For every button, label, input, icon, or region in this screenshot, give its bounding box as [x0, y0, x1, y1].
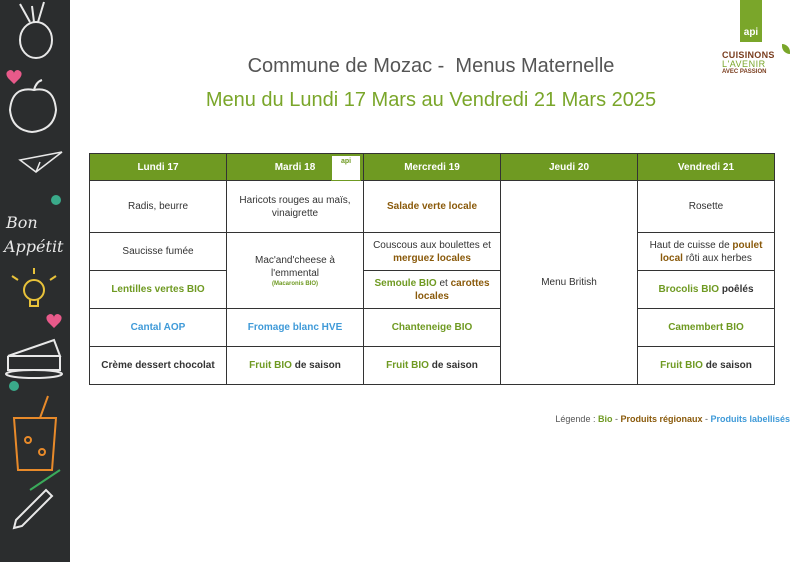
menu-cell: Lentilles vertes BIO — [90, 271, 227, 309]
menu-cell: Couscous aux boulettes et merguez locales — [364, 233, 501, 271]
cake-icon — [6, 340, 62, 378]
table-row — [90, 233, 775, 271]
table-row — [90, 309, 775, 347]
menu-cell: Fruit BIO de saison — [227, 347, 364, 385]
legend: Légende : Bio - Produits régionaux - Produits labellisés — [555, 414, 790, 424]
api-badge: api — [740, 0, 762, 42]
table-row — [90, 271, 775, 309]
menu-cell: Haut de cuisse de poulet local rôti aux herbes — [638, 233, 775, 271]
lightbulb-icon — [12, 268, 56, 306]
table-row — [90, 181, 775, 233]
paper-plane-icon — [20, 152, 62, 172]
day-header: Lundi 17 — [90, 154, 227, 181]
menu-cell: Fruit BIO de saison — [638, 347, 775, 385]
menu-cell: Semoule BIO et carottes locales — [364, 271, 501, 309]
menu-cell: Haricots rouges au maïs, vinaigrette — [227, 181, 364, 233]
menu-cell: Cantal AOP — [90, 309, 227, 347]
chalkboard-sidebar — [0, 0, 70, 562]
menu-note: (Macaronis BIO) — [271, 280, 318, 287]
legend-labelled: Produits labellisés — [710, 414, 790, 424]
leaf-icon — [782, 44, 790, 54]
table-row — [90, 347, 775, 385]
legend-bio: Bio — [597, 414, 613, 424]
menu-cell: Salade verte locale — [364, 181, 501, 233]
menu-cell: Brocolis BIO poêlés — [638, 271, 775, 309]
menu-table — [89, 153, 775, 385]
menu-cell: Fromage blanc HVE — [227, 309, 364, 347]
menu-cell: Menu British — [501, 181, 638, 385]
header-row — [90, 154, 775, 181]
logo-line1: CUISINONS — [722, 50, 775, 60]
menu-cell: Rosette — [638, 181, 775, 233]
pencil-icon — [14, 490, 52, 528]
menu-item: Mac'and'cheese à l'emmental — [255, 254, 335, 279]
menu-cell — [227, 233, 364, 309]
menu-cell: Camembert BIO — [638, 309, 775, 347]
api-small-logo: api — [331, 155, 361, 181]
day-header: Mercredi 19 — [364, 154, 501, 181]
page-subtitle: Menu du Lundi 17 Mars au Vendredi 21 Mars 2025 — [205, 89, 657, 111]
menu-cell: Crème dessert chocolat — [90, 347, 227, 385]
chalk-text-appetit: Appétit — [4, 237, 64, 256]
day-header: Mardi 18 api — [227, 154, 364, 181]
logo-line2: L'AVENIR — [722, 59, 766, 69]
chalk-text-bon: Bon — [6, 213, 38, 232]
legend-prefix: Légende : — [555, 414, 598, 424]
menu-cell: Radis, beurre — [90, 181, 227, 233]
drink-icon — [14, 396, 56, 470]
page-title: Commune de Mozac - Menus Maternelle — [247, 55, 615, 77]
day-header: Vendredi 21 — [638, 154, 775, 181]
heart-icon — [46, 314, 61, 328]
pencil-icon — [30, 470, 60, 490]
beet-icon — [20, 2, 52, 58]
logo-line3: AVEC PASSION — [722, 69, 767, 75]
menu-cell: Fruit BIO de saison — [364, 347, 501, 385]
menu-cell: Saucisse fumée — [90, 233, 227, 271]
menu-cell: Chanteneige BIO — [364, 309, 501, 347]
legend-regional: Produits régionaux — [620, 414, 703, 424]
day-header: Jeudi 20 — [501, 154, 638, 181]
api-logo — [720, 0, 796, 80]
